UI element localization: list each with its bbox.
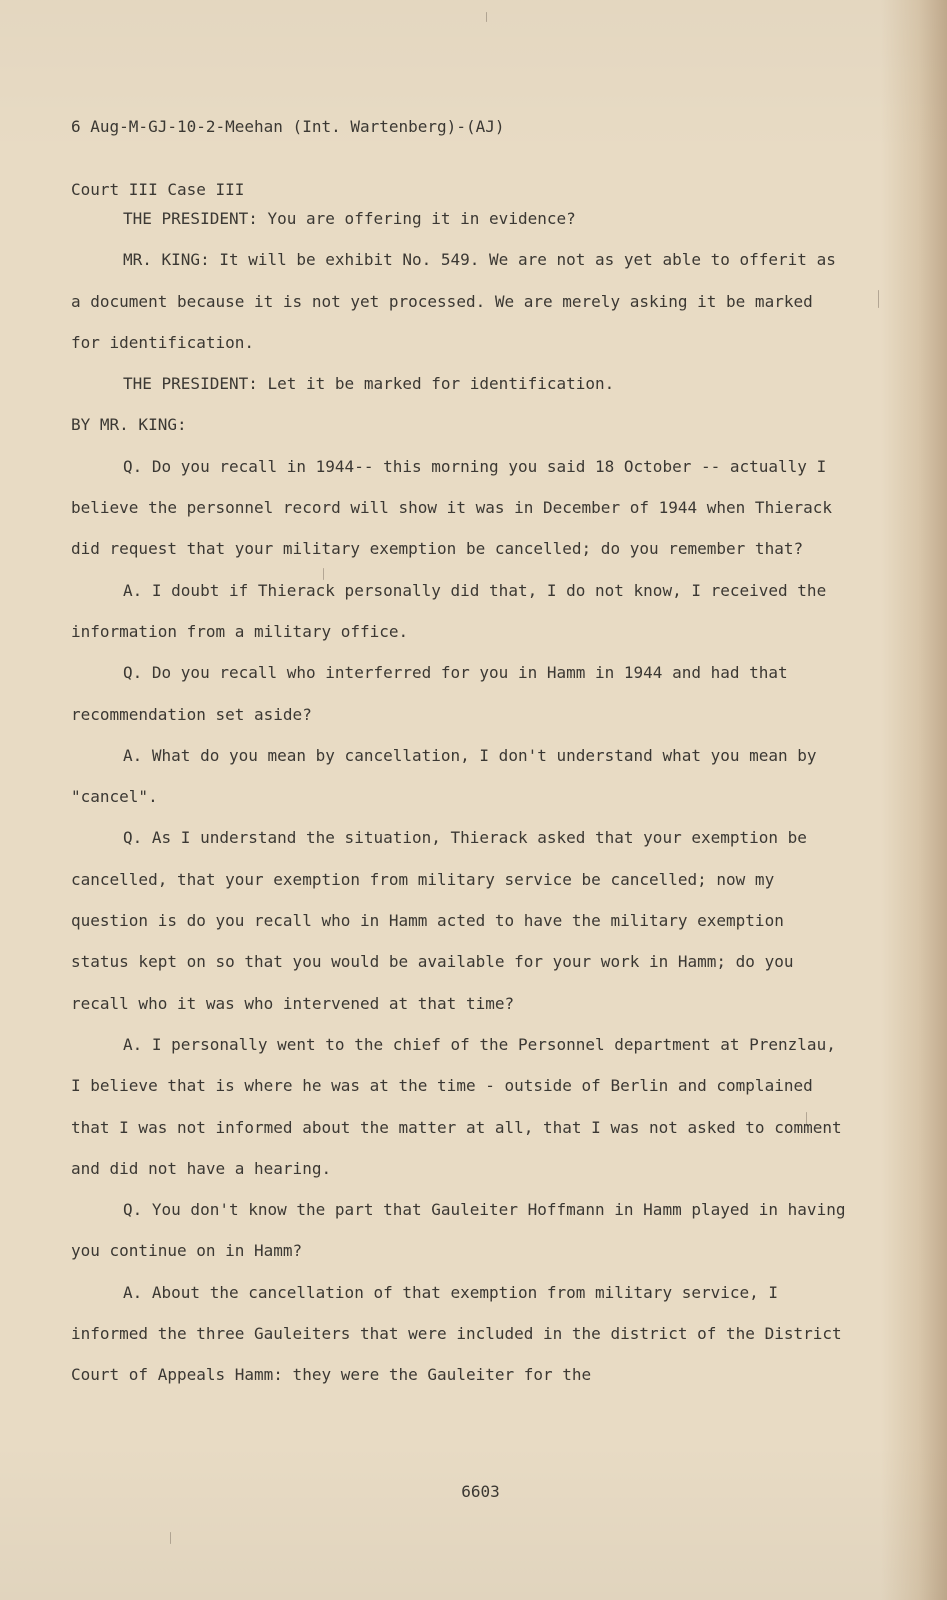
transcript-paragraph: Q. You don't know the part that Gauleiter Hoffmann in Hamm played in having you continue on in Hamm? [71,1200,846,1261]
transcript-paragraph: A. What do you mean by cancellation, I don't understand what you mean by "cancel". [71,745,817,807]
transcript-body [71,198,851,1396]
page-number: 6603 [461,1482,500,1501]
transcript-paragraph: Q. Do you recall in 1944-- this morning you said 18 October -- actually I believe the personnel record will show it was in December of 1944 when Thierack did request that your military exemption be cancelled; do you remember that? [71,456,832,559]
paper-speck [486,12,487,22]
transcript-paragraph: A. I personally went to the chief of the Personnel department at Prenzlau, I believe that is where he was at the time - outside of Berlin and complained that I was not informed about the matter at all, that I was not asked to comment and did not have a hearing. [71,1034,842,1178]
transcript-paragraph: THE PRESIDENT: Let it be marked for identification. [123,374,615,394]
transcript-paragraph: THE PRESIDENT: You are offering it in evidence? [123,209,576,228]
transcript-paragraph: MR. KING: It will be exhibit No. 549. We are not as yet able to offerit as a document because it is not yet processed. We are merely asking it be marked for identification. [71,250,836,352]
transcript-paragraph: A. About the cancellation of that exemption from military service, I informed the three Gauleiters that were included in the district of the District Court of Appeals Hamm: they were the Gauleiter for the [71,1282,842,1385]
header-reference-line: 6 Aug-M-GJ-10-2-Meehan (Int. Wartenberg)-(AJ) [71,117,505,136]
transcript-paragraph: BY MR. KING: [71,415,187,435]
transcript-paragraph: A. I doubt if Thierack personally did that, I do not know, I received the information from a military office. [71,580,827,641]
paper-speck [878,290,879,308]
paper-speck [806,1112,807,1126]
paper-speck [323,568,324,580]
transcript-paragraph: Q. Do you recall who interferred for you in Hamm in 1944 and had that recommendation set aside? [71,663,788,724]
transcript-paragraph: Q. As I understand the situation, Thierack asked that your exemption be cancelled, that your exemption from military service be cancelled; now my question is do you recall who in Hamm acted to have the military exemption status kept on so that you would be available for your work in Hamm; do you recall who it was who intervened at that time? [71,828,807,1013]
header-court-line: Court III Case III [71,180,245,199]
paper-speck [170,1532,171,1544]
